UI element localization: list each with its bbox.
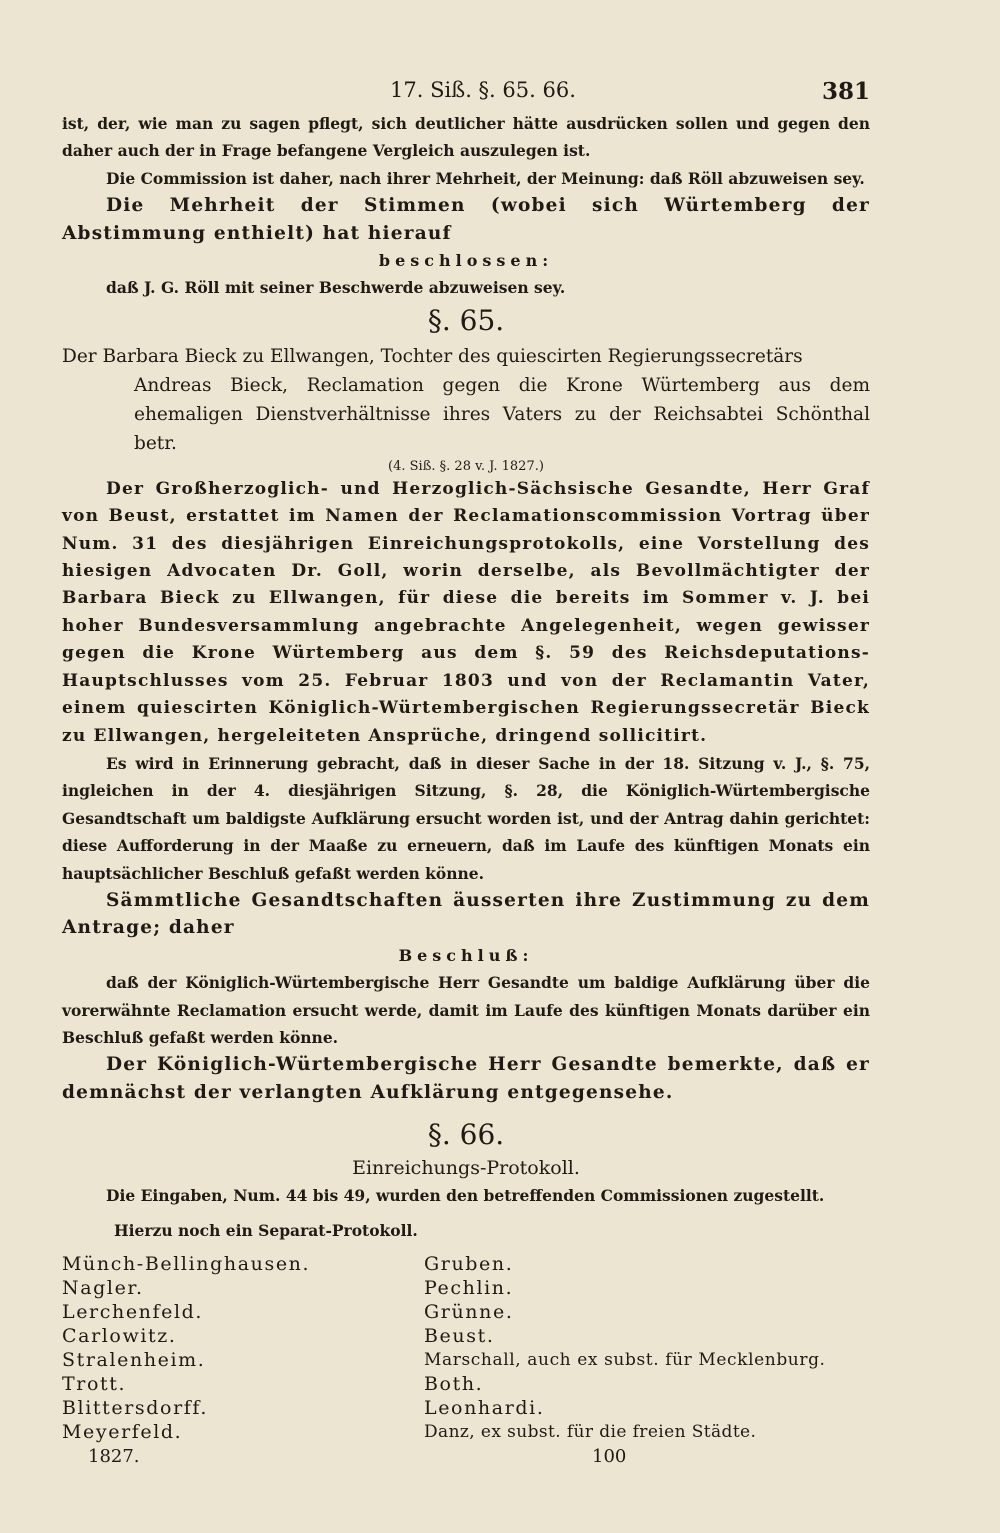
- separat-protocol-note: Hierzu noch ein Separat-Protokoll.: [114, 1220, 418, 1240]
- section-65-heading: §. 65.: [427, 303, 505, 337]
- signature-right: Grünne.: [424, 1300, 514, 1323]
- section-65-title-line1: Der Barbara Bieck zu Ellwangen, Tochter des quiescirten Regierungssecretärs: [62, 345, 803, 367]
- section-65-reference: (4. Siß. §. 28 v. J. 1827.): [388, 458, 544, 474]
- signature-right: Danz, ex subst. für die freien Städte.: [424, 1421, 757, 1442]
- paragraph-resolution-roll: daß J. G. Röll mit seiner Beschwerde abzuweisen sey.: [106, 278, 566, 298]
- page-content: [62, 78, 870, 1474]
- section-65-paragraph-resolution: daß der Königlich-Würtembergische Herr Gesandte um baldige Aufklärung über die vorerwähnte Reclamation ersucht werde, damit im Laufe des künftigen Monats darüber ein Beschluß gefaßt werden könne.: [62, 973, 870, 1047]
- section-66-paragraph: Die Eingaben, Num. 44 bis 49, wurden den betreffenden Commissionen zugestellt.: [106, 1186, 825, 1206]
- signature-right: Marschall, auch ex subst. für Mecklenburg.: [424, 1349, 826, 1370]
- page-number: 381: [821, 78, 870, 105]
- signature-left: Nagler.: [62, 1276, 144, 1299]
- signature-list: [62, 1252, 870, 1444]
- section-65-paragraph-reminder: Es wird in Erinnerung gebracht, daß in dieser Sache in der 18. Sitzung v. J., §. 75, ingleichen in der 4. diesjährigen Sitzung, §. 28, die Königlich-Würtembergische Gesandtschaft um baldigste Aufklärung ersucht worden ist, und der Antrag dahin gerichtet: diese Aufforderung in der Maaße zu erneuern, daß im Laufe des künftigen Monats ein hauptsächlicher Beschluß gefaßt werden könne.: [62, 753, 870, 883]
- footer-year: 1827.: [88, 1445, 140, 1467]
- signature-left: Blittersdorff.: [62, 1396, 208, 1419]
- page-header: [62, 78, 870, 110]
- signature-left: Trott.: [62, 1372, 127, 1395]
- signature-left: Münch-Bellinghausen.: [62, 1252, 311, 1275]
- section-65-paragraph-remark: Der Königlich-Würtembergische Herr Gesandte bemerkte, daß er demnächst der verlangten Aufklärung entgegensehe.: [62, 1054, 870, 1103]
- signature-right: Gruben.: [424, 1252, 514, 1275]
- signature-right: Leonhardi.: [424, 1396, 545, 1419]
- section-65-title-rest: Andreas Bieck, Reclamation gegen die Krone Würtemberg aus dem ehemaligen Dienstverhältnisse ihres Vaters zu der Reichsabtei Schönthal betr.: [134, 374, 870, 454]
- signature-right: Beust.: [424, 1324, 495, 1347]
- signature-left: Meyerfeld.: [62, 1420, 183, 1443]
- section-65-paragraph-consent: Sämmtliche Gesandtschaften äusserten ihre Zustimmung zu dem Antrage; daher: [62, 889, 870, 939]
- signature-right: Pechlin.: [424, 1276, 514, 1299]
- page-footer: [62, 1446, 870, 1474]
- paragraph-continued: ist, der, wie man zu sagen pflegt, sich deutlicher hätte ausdrücken sollen und gegen den daher auch der in Frage befangene Vergleich auszulegen ist.: [62, 114, 870, 161]
- section-65-resolution-label: Beschluß:: [398, 945, 534, 965]
- section-66-heading: §. 66.: [427, 1118, 505, 1152]
- signature-left: Stralenheim.: [62, 1348, 206, 1371]
- footer-signature-mark: 100: [592, 1445, 627, 1467]
- section-66-subtitle: Einreichungs-Protokoll.: [352, 1157, 580, 1180]
- paragraph-majority-vote: Die Mehrheit der Stimmen (wobei sich Würtemberg der Abstimmung enthielt) hat hierauf: [62, 195, 870, 244]
- signature-left: Lerchenfeld.: [62, 1300, 204, 1323]
- signature-left: Carlowitz.: [62, 1324, 177, 1347]
- section-65-paragraph-report: Der Großherzoglich- und Herzoglich-Sächsische Gesandte, Herr Graf von Beust, erstattet im Namen der Reclamationscommission Vortrag über Num. 31 des diesjährigen Einreichungsprotokolls, eine Vorstellung des hiesigen Advocaten Dr. Goll, worin derselbe, als Bevollmächtigter der Barbara Bieck zu Ellwangen, für diese die bereits im Sommer v. J. bei hoher Bundesversammlung angebrachte Angelegenheit, wegen gewisser gegen die Krone Würtemberg aus dem §. 59 des Reichsdeputations-Hauptschlusses vom 25. Februar 1803 und von der Reclamantin Vater, einem quiescirten Königlich-Würtembergischen Regierungssecretär Bieck zu Ellwangen, hergeleiteten Ansprüche, dringend sollicitirt.: [62, 478, 870, 746]
- signature-right: Both.: [424, 1372, 484, 1395]
- running-head: 17. Siß. §. 65. 66.: [390, 78, 576, 102]
- resolution-label: beschlossen:: [378, 251, 554, 271]
- section-65-title: [62, 342, 870, 458]
- paragraph-commission-opinion: Die Commission ist daher, nach ihrer Mehrheit, der Meinung: daß Röll abzuweisen sey.: [106, 168, 865, 188]
